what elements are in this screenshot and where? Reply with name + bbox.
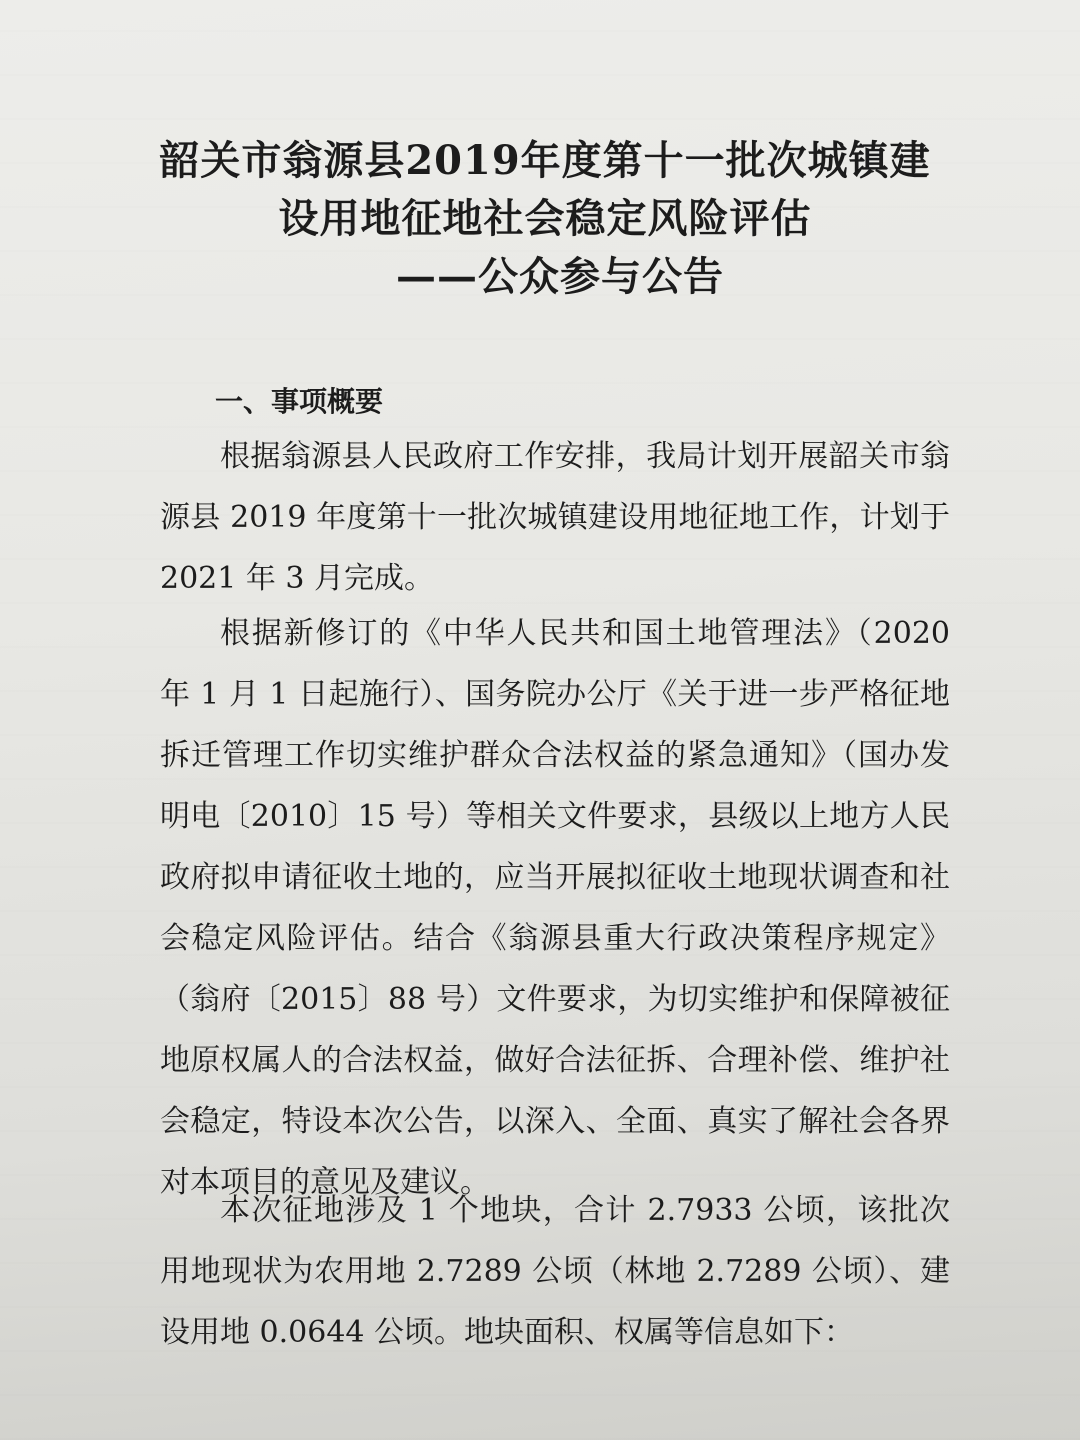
title-line-1: 韶关市翁源县2019年度第十一批次城镇建 (159, 137, 931, 184)
paragraph-schedule: 根据翁源县人民政府工作安排，我局计划开展韶关市翁源县 2019 年度第十一批次城镇建设用地征地工作，计划于 2021 年 3 月完成。 (160, 439, 950, 596)
paragraph-legal-basis: 根据新修订的《中华人民共和国土地管理法》（2020 年 1 月 1 日起施行）、国务院办公厅《关于进一步严格征地拆迁管理工作切实维护群众合法权益的紧急通知》（国办发明电〔2010〕15 号）等相关文件要求，县级以上地方人民政府拟申请征收土地的，应当开展拟征收土地现状调查和社会稳定风险评估。结合《翁源县重大行政决策程序规定》（翁府〔2015〕88 号）文件要求，为切实维护和保障被征地原权属人的合法权益，做好合法征拆、合理补偿、维护社会稳定，特设本次公告，以深入、全面、真实了解社会各界对本项目的意见及建议。 (160, 616, 950, 1200)
section-heading: 一、事项概要 (215, 385, 384, 418)
document-title (120, 132, 970, 306)
title-line-3: ——公众参与公告 (396, 253, 724, 300)
paragraph-land-details: 本次征地涉及 1 个地块，合计 2.7933 公顷，该批次用地现状为农用地 2.7289 公顷（林地 2.7289 公顷）、建设用地 0.0644 公顷。地块面积、权属等信息如下： (160, 1193, 950, 1350)
title-line-2: 设用地征地社会稳定风险评估 (278, 195, 812, 242)
